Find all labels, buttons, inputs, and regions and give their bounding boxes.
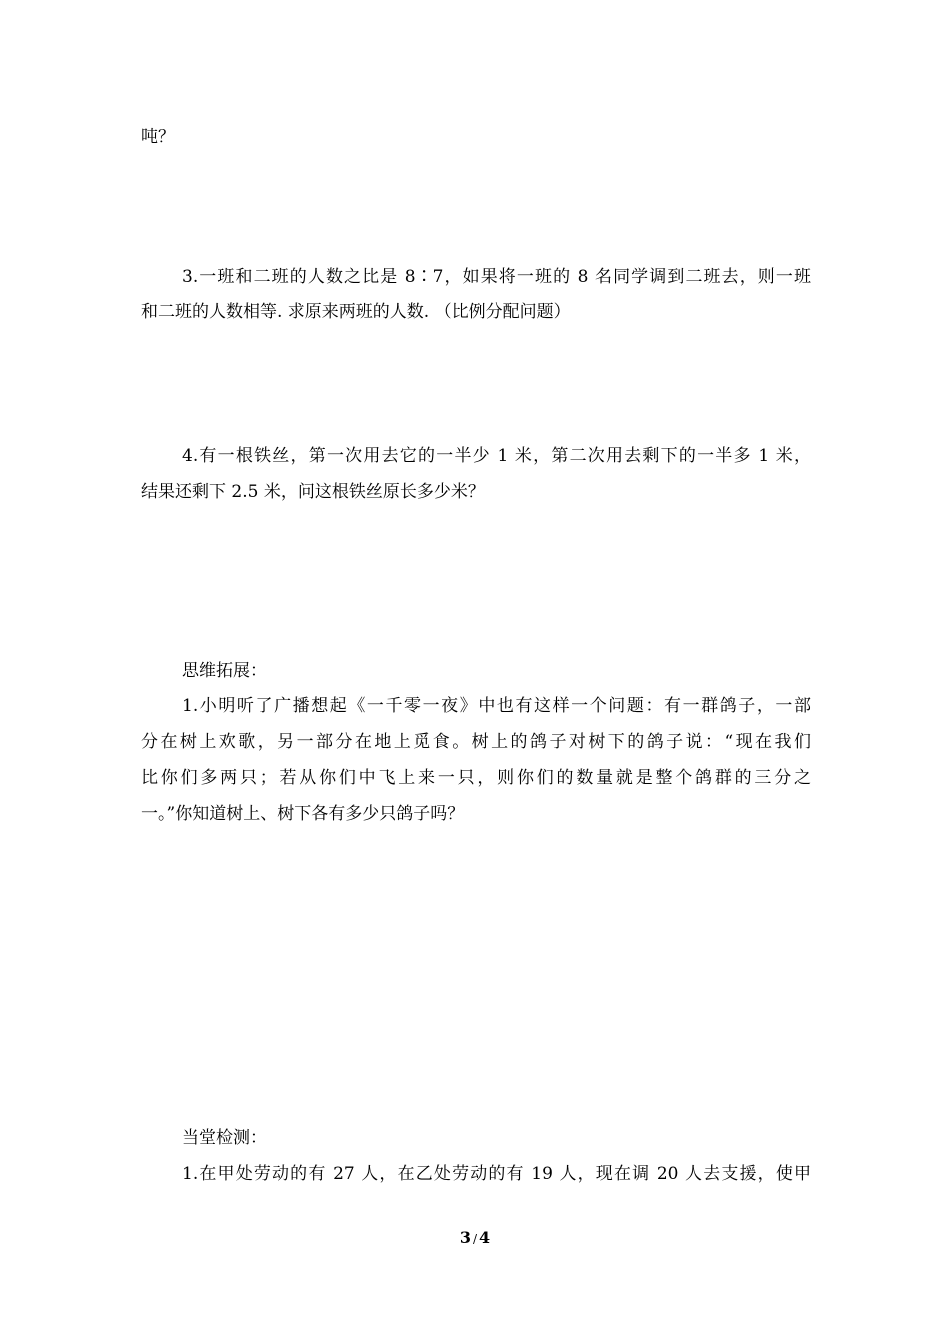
text-line: 吨？ xyxy=(141,127,175,147)
page-number xyxy=(0,1228,950,1249)
question-3-line-2: 和二班的人数相等. 求原来两班的人数. （比例分配问题） xyxy=(141,302,571,322)
extension-1-line-3: 比你们多两只；若从你们中飞上来一只，则你们的数量就是整个鸽群的三分之 xyxy=(141,768,811,788)
section-heading-class-test: 当堂检测： xyxy=(182,1128,267,1148)
total-pages-number: 4 xyxy=(479,1228,491,1247)
question-4-line-1: 4.有一根铁丝，第一次用去它的一半少 1 米，第二次用去剩下的一半多 1 米， xyxy=(182,446,811,466)
extension-1-line-2: 分在树上欢歌，另一部分在地上觅食。树上的鸽子对树下的鸽子说：“现在我们 xyxy=(141,732,811,752)
current-page-number: 3 xyxy=(459,1228,471,1247)
extension-1-line-1: 1.小明听了广播想起《一千零一夜》中也有这样一个问题：有一群鸽子，一部 xyxy=(182,696,811,716)
question-4-line-2: 结果还剩下 2.5 米，问这根铁丝原长多少米？ xyxy=(141,482,485,502)
extension-1-line-4: 一。”你知道树上、树下各有多少只鸽子吗？ xyxy=(141,804,465,824)
question-3-line-1: 3.一班和二班的人数之比是 8∶7，如果将一班的 8 名同学调到二班去，则一班 xyxy=(182,267,811,287)
section-heading-thinking-extension: 思维拓展： xyxy=(182,661,267,681)
test-1-line-1: 1.在甲处劳动的有 27 人，在乙处劳动的有 19 人，现在调 20 人去支援，使甲 xyxy=(182,1164,811,1184)
page-separator: / xyxy=(472,1232,478,1246)
